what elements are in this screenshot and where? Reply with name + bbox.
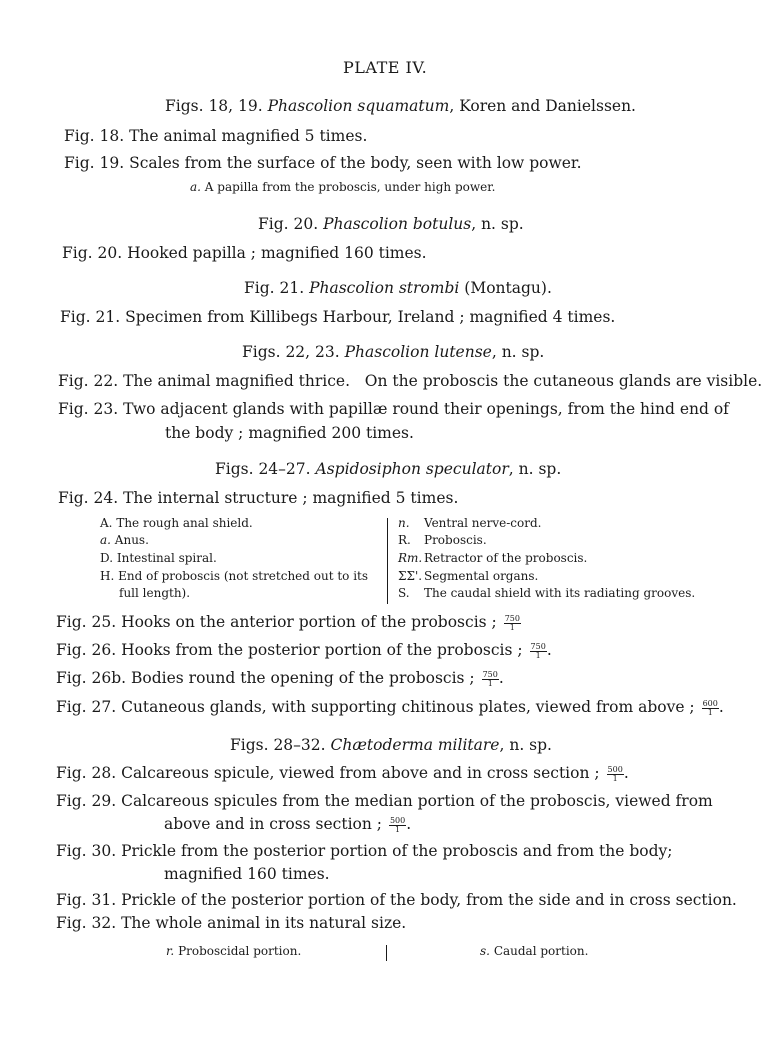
fig-description: The animal magnified 5 times. bbox=[129, 127, 368, 145]
magnification-fraction bbox=[504, 615, 521, 632]
fig-description: Calcareous spicule, viewed from above and in cross section ; bbox=[121, 764, 600, 782]
heading-species: Phascolion strombi bbox=[309, 279, 460, 297]
heading-prefix: Fig. 20. bbox=[258, 215, 319, 233]
legend-key: R. bbox=[398, 533, 411, 547]
note-text: Caudal portion. bbox=[493, 944, 589, 958]
legend-divider bbox=[387, 518, 388, 604]
fig-label: Fig. 25. bbox=[56, 613, 117, 631]
fig-32-right-note bbox=[480, 944, 588, 958]
legend-text: Ventral nerve-cord. bbox=[424, 516, 542, 530]
fig-26b-entry: Fig. 26b. Bodies round the opening of the proboscis ; $\frac{750}{1}$ . bbox=[56, 669, 504, 688]
fig-26-entry: Fig. 26. Hooks from the posterior portion of the proboscis ; $\frac{750}{1}$ . bbox=[56, 641, 552, 660]
fig-description: Hooks on the anterior portion of the proboscis ; bbox=[121, 613, 497, 631]
legend-text: Retractor of the proboscis. bbox=[424, 551, 588, 565]
fig-description: The animal magnified thrice. On the proboscis the cutaneous glands are visible. bbox=[123, 372, 763, 390]
fig-31-entry bbox=[56, 891, 737, 909]
fig-29-continuation: above and in cross section ; $\frac{500}{1}$ . bbox=[164, 815, 412, 834]
section-heading-fig-20 bbox=[258, 215, 524, 233]
fig-label: Fig. 28. bbox=[56, 764, 117, 782]
fig-32-entry bbox=[56, 914, 406, 932]
legend-item bbox=[398, 551, 587, 565]
legend-key: S. bbox=[398, 586, 410, 600]
heading-prefix: Figs. 18, 19. bbox=[165, 97, 263, 115]
fig-description: Bodies round the opening of the proboscis ; bbox=[131, 669, 475, 687]
magnification-fraction bbox=[482, 671, 499, 688]
fig-label: Fig. 26. bbox=[56, 641, 117, 659]
fig-label: Fig. 26b. bbox=[56, 669, 127, 687]
fraction-numerator: 500 bbox=[607, 764, 623, 774]
legend-text: Anus. bbox=[114, 533, 149, 547]
subnote-text: A papilla from the proboscis, under high power. bbox=[204, 180, 496, 194]
fig-25-entry bbox=[56, 613, 521, 632]
note-key: r. bbox=[166, 944, 175, 958]
fig-description: The whole animal in its natural size. bbox=[121, 914, 407, 932]
heading-suffix: , n. sp. bbox=[491, 343, 545, 361]
fig-22-entry bbox=[58, 372, 762, 390]
section-heading-figs-18-19 bbox=[165, 97, 636, 115]
fig-label: Fig. 19. bbox=[64, 154, 125, 172]
legend-text: Segmental organs. bbox=[424, 569, 539, 583]
heading-suffix: , Koren and Danielssen. bbox=[449, 97, 636, 115]
subnote-letter: a. bbox=[190, 180, 201, 194]
legend-key: ΣΣ'. bbox=[398, 569, 423, 583]
fig-description: above and in cross section ; bbox=[164, 815, 383, 833]
fig-description: Hooked papilla ; magnified 160 times. bbox=[127, 244, 427, 262]
heading-prefix: Figs. 24–27. bbox=[215, 460, 311, 478]
legend-text: Intestinal spiral. bbox=[116, 551, 217, 565]
legend-text: Proboscis. bbox=[424, 533, 487, 547]
note-divider bbox=[386, 945, 387, 961]
legend-item bbox=[398, 569, 538, 583]
fig-28-entry: Fig. 28. Calcareous spicule, viewed from above and in cross section ; $\frac{500}{1}$ . bbox=[56, 764, 629, 783]
fig-30-entry bbox=[56, 842, 673, 860]
fig-32-left-note bbox=[166, 944, 301, 958]
legend-text: The caudal shield with its radiating grooves. bbox=[424, 586, 696, 600]
fig-description: Prickle from the posterior portion of the proboscis and from the body; bbox=[121, 842, 673, 860]
fig-description: Prickle of the posterior portion of the body, from the side and in cross section. bbox=[121, 891, 737, 909]
fraction-numerator: 750 bbox=[530, 641, 546, 651]
legend-item bbox=[100, 569, 368, 583]
fig-label: Fig. 32. bbox=[56, 914, 117, 932]
fraction-numerator: 500 bbox=[389, 815, 406, 825]
heading-species: Phascolion lutense bbox=[344, 343, 492, 361]
fig-description: Specimen from Killibegs Harbour, Ireland ; magnified 4 times. bbox=[125, 308, 616, 326]
fig-label: Fig. 24. bbox=[58, 489, 119, 507]
fraction-denominator: 1 bbox=[612, 773, 618, 783]
note-text: Proboscidal portion. bbox=[178, 944, 302, 958]
legend-item bbox=[119, 586, 190, 600]
legend-item bbox=[398, 586, 695, 600]
legend-key: D. bbox=[100, 551, 114, 565]
fig-19-subnote bbox=[190, 180, 496, 194]
fraction-denominator: 1 bbox=[535, 650, 541, 660]
fig-label: Fig. 29. bbox=[56, 792, 117, 810]
legend-key: n. bbox=[398, 516, 410, 530]
fig-label: Fig. 30. bbox=[56, 842, 117, 860]
heading-suffix: , n. sp. bbox=[471, 215, 524, 233]
heading-species: Chætoderma militare bbox=[330, 736, 500, 754]
section-heading-fig-21 bbox=[244, 279, 552, 297]
fig-21-entry bbox=[60, 308, 615, 326]
heading-prefix: Figs. 28–32. bbox=[230, 736, 326, 754]
legend-item bbox=[398, 516, 541, 530]
section-heading-figs-22-23 bbox=[242, 343, 544, 361]
section-heading-figs-28-32 bbox=[230, 736, 552, 754]
legend-key: Rm. bbox=[398, 551, 423, 565]
legend-item bbox=[100, 551, 217, 565]
heading-suffix: , n. sp. bbox=[499, 736, 552, 754]
fig-description: Two adjacent glands with papillæ round their openings, from the hind end of bbox=[123, 400, 729, 418]
legend-key: A. bbox=[100, 516, 113, 530]
fig-27-entry: Fig. 27. Cutaneous glands, with supporting chitinous plates, viewed from above ; $\frac{600}{1}$ . bbox=[56, 698, 724, 717]
fig-label: Fig. 20. bbox=[62, 244, 123, 262]
fig-description: Cutaneous glands, with supporting chitinous plates, viewed from above ; bbox=[121, 698, 695, 716]
heading-species: Phascolion botulus bbox=[323, 215, 472, 233]
legend-item bbox=[100, 516, 253, 530]
fig-18-entry bbox=[64, 127, 367, 145]
fig-19-entry bbox=[64, 154, 582, 172]
fig-20-entry bbox=[62, 244, 427, 262]
legend-text: The rough anal shield. bbox=[116, 516, 253, 530]
fraction-denominator: 1 bbox=[509, 622, 515, 632]
section-heading-figs-24-27 bbox=[215, 460, 561, 478]
fraction-numerator: 750 bbox=[482, 669, 498, 679]
fraction-denominator: 1 bbox=[395, 824, 401, 834]
heading-prefix: Figs. 22, 23. bbox=[242, 343, 340, 361]
fig-23-entry bbox=[58, 400, 729, 418]
heading-species: Aspidosiphon speculator bbox=[315, 460, 509, 478]
fig-description: Scales from the surface of the body, seen with low power. bbox=[129, 154, 582, 172]
fig-description: Calcareous spicules from the median portion of the proboscis, viewed from bbox=[121, 792, 713, 810]
heading-prefix: Fig. 21. bbox=[244, 279, 305, 297]
legend-text: End of proboscis (not stretched out to its bbox=[118, 569, 369, 583]
magnification-fraction bbox=[702, 700, 719, 717]
legend-item bbox=[398, 533, 487, 547]
heading-suffix: (Montagu). bbox=[459, 279, 552, 297]
heading-species: Phascolion squamatum bbox=[267, 97, 450, 115]
fig-label: Fig. 22. bbox=[58, 372, 119, 390]
fig-30-continuation: magnified 160 times. bbox=[164, 865, 330, 883]
legend-key: a. bbox=[100, 533, 111, 547]
fig-label: Fig. 18. bbox=[64, 127, 125, 145]
legend-item bbox=[100, 533, 149, 547]
fig-label: Fig. 31. bbox=[56, 891, 117, 909]
legend-text: full length). bbox=[119, 586, 191, 600]
magnification-fraction bbox=[607, 766, 624, 783]
fig-24-entry bbox=[58, 489, 458, 507]
plate-title: PLATE IV. bbox=[343, 58, 428, 77]
heading-suffix: , n. sp. bbox=[508, 460, 562, 478]
fraction-numerator: 750 bbox=[504, 613, 520, 623]
fraction-numerator: 600 bbox=[702, 698, 718, 708]
magnification-fraction bbox=[530, 643, 547, 660]
fig-label: Fig. 21. bbox=[60, 308, 121, 326]
fig-label: Fig. 23. bbox=[58, 400, 119, 418]
fig-description: The internal structure ; magnified 5 times. bbox=[123, 489, 459, 507]
fig-29-entry bbox=[56, 792, 713, 810]
note-key: s. bbox=[480, 944, 490, 958]
legend-key: H. bbox=[100, 569, 115, 583]
fraction-denominator: 1 bbox=[707, 707, 713, 717]
magnification-fraction bbox=[389, 817, 406, 834]
fig-label: Fig. 27. bbox=[56, 698, 117, 716]
fraction-denominator: 1 bbox=[487, 678, 493, 688]
fig-23-continuation: the body ; magnified 200 times. bbox=[165, 424, 414, 442]
fig-description: Hooks from the posterior portion of the proboscis ; bbox=[121, 641, 523, 659]
